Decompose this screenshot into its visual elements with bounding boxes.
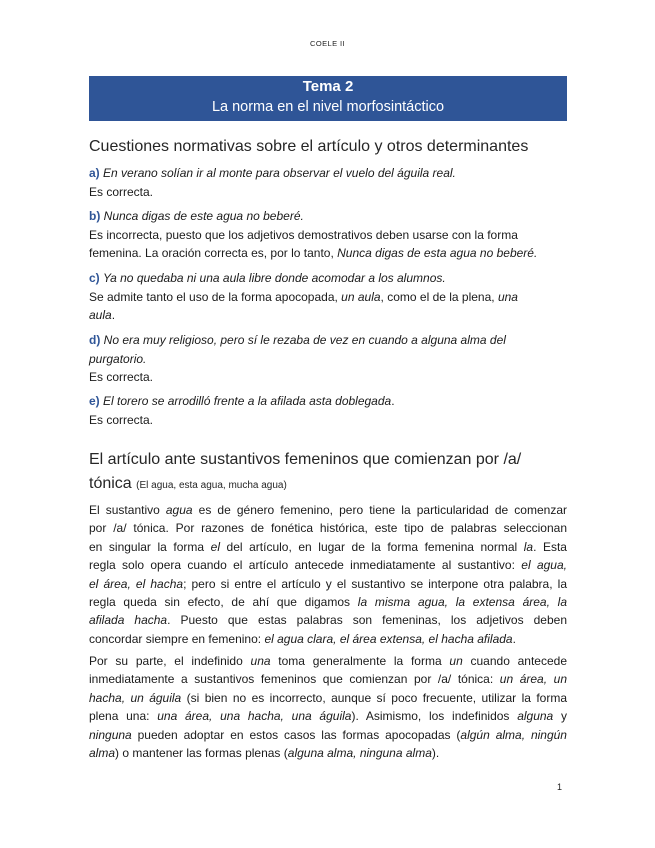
- item-sentence: [103, 166, 456, 180]
- text-run: femenina. La oración correcta es, por lo tanto,: [89, 246, 338, 261]
- emphasis-run: la misma agua, la extensa área, la: [357, 595, 568, 610]
- paragraph-line: [89, 501, 567, 519]
- text-run: en singular la forma: [89, 539, 211, 554]
- text-run: Es incorrecta, puesto que los adjetivos demostrativos deben usarse con la forma: [89, 227, 518, 242]
- item-label: d): [89, 333, 101, 347]
- body-paragraph: [89, 652, 567, 762]
- emphasis-run: alguna alma, ninguna alma: [287, 746, 432, 761]
- item-answer-line: [89, 183, 567, 202]
- section-heading-note: (El agua, esta agua, mucha agua): [136, 480, 287, 491]
- text-run: ). Asimismo, los indefinidos: [351, 709, 518, 724]
- text-run: inmediatamente a sustantivos femeninos que comienzan por /a/ tónica:: [89, 672, 500, 687]
- item-sentence: [104, 209, 304, 223]
- text-run: es de género femenino, pero tiene la particularidad de comenzar: [192, 503, 567, 517]
- paragraph-line: [89, 538, 567, 556]
- text-run: , como el de la plena,: [380, 289, 498, 304]
- item-sentence: [103, 271, 446, 285]
- emphasis-run: ninguna: [89, 727, 132, 742]
- emphasis-run: el agua,: [521, 558, 567, 573]
- emphasis-run: El torero se arrodilló frente a la afilada asta doblegada: [103, 394, 392, 408]
- section-heading-determinants: Cuestiones normativas sobre el artículo y otros determinantes: [89, 138, 529, 155]
- emphasis-run: Nunca digas de este agua no beberé.: [103, 209, 304, 223]
- item-sentence-line: [89, 350, 567, 369]
- emphasis-run: el agua clara, el área extensa, el hacha afilada: [264, 631, 513, 646]
- text-run: regla solo opera cuando el artículo antecede inmediatamente al sustantivo:: [89, 558, 522, 573]
- emphasis-run: un aula: [341, 289, 381, 304]
- paragraph-line: [89, 670, 567, 688]
- item-answer-line: [89, 244, 567, 263]
- section-heading-line: El artículo ante sustantivos femeninos que comienzan por /a/: [89, 451, 522, 468]
- section-heading-text: tónica: [89, 475, 132, 492]
- item-label: e): [89, 394, 100, 408]
- text-run: . Esta: [533, 539, 567, 554]
- text-run: ; pero si entre el artículo y el sustantivo se interpone otra palabra, la: [183, 576, 567, 591]
- exercise-item-c: [89, 269, 567, 325]
- topic-title: La norma en el nivel morfosintáctico: [211, 99, 445, 115]
- emphasis-run: una: [250, 654, 271, 668]
- text-run: plena una:: [89, 709, 158, 724]
- running-header: COELE II: [310, 39, 345, 48]
- emphasis-run: una: [497, 289, 518, 304]
- text-run: regla queda sin efecto, de ahí que digamos: [89, 595, 358, 610]
- item-sentence-line: [89, 331, 567, 350]
- emphasis-run: hacha, un águila: [89, 690, 182, 705]
- item-answer-line: [89, 411, 567, 430]
- text-run: del artículo, en lugar de la forma femenina normal: [219, 539, 524, 554]
- emphasis-run: el área, el hacha: [89, 576, 184, 591]
- text-run: El sustantivo: [89, 503, 166, 517]
- emphasis-run: agua: [165, 503, 193, 517]
- item-answer-line: [89, 368, 567, 387]
- item-sentence-line: [89, 269, 567, 288]
- paragraph-line: [89, 575, 567, 593]
- emphasis-run: alguna: [517, 709, 554, 724]
- item-answer-line: [89, 226, 567, 245]
- text-run: y: [553, 709, 567, 724]
- emphasis-run: Ya no quedaba ni una aula libre donde acomodar a los alumnos.: [103, 271, 446, 285]
- text-run: Es correcta.: [89, 412, 154, 427]
- text-run: .: [391, 394, 395, 408]
- emphasis-run: la: [523, 539, 534, 554]
- paragraph-line: [89, 611, 567, 629]
- emphasis-run: No era muy religioso, pero sí le rezaba de vez en cuando a alguna alma del: [103, 333, 506, 347]
- text-run: concordar siempre en femenino:: [89, 631, 265, 646]
- item-answer-line: [89, 288, 567, 307]
- exercise-item-d: [89, 331, 567, 387]
- body-paragraph: [89, 501, 567, 648]
- emphasis-run: purgatorio.: [89, 351, 147, 366]
- text-run: (si bien no es incorrecto, aunque sí poco frecuente, utilizar la forma: [181, 690, 568, 705]
- section-heading-line: [89, 472, 567, 498]
- text-run: . Puesto que estas palabras son femeninas, los adjetivos deben: [167, 613, 568, 628]
- paragraph-line: [89, 519, 567, 537]
- emphasis-run: En verano solían ir al monte para observar el vuelo del águila real.: [103, 166, 456, 180]
- emphasis-run: Nunca digas de esta agua no beberé.: [337, 246, 538, 261]
- exercise-item-a: [89, 164, 567, 201]
- paragraph-line: [89, 689, 567, 707]
- section-heading-feminine-nouns: [89, 448, 567, 498]
- text-run: Por su parte, el indefinido: [89, 654, 251, 668]
- emphasis-run: algún alma, ningún: [460, 727, 567, 742]
- item-sentence: [104, 333, 506, 347]
- exercise-item-b: [89, 207, 567, 263]
- item-sentence: [103, 394, 395, 408]
- item-label: b): [89, 209, 101, 223]
- paragraph-line: [89, 707, 567, 725]
- exercise-item-e: [89, 392, 567, 429]
- text-run: cuando antecede: [462, 654, 567, 668]
- paragraph-line: [89, 593, 567, 611]
- text-run: Se admite tanto el uso de la forma apocopada,: [89, 289, 342, 304]
- item-sentence-line: [89, 392, 567, 411]
- paragraph-line: [89, 556, 567, 574]
- topic-banner: [89, 76, 567, 121]
- emphasis-run: un: [449, 654, 463, 668]
- text-run: .: [512, 631, 516, 646]
- paragraph-line: [89, 652, 567, 670]
- item-sentence-line: [89, 207, 567, 226]
- text-run: ) o mantener las formas plenas (: [115, 746, 288, 761]
- paragraph-line: [89, 630, 567, 648]
- item-label: a): [89, 166, 100, 180]
- text-run: ).: [431, 746, 440, 761]
- emphasis-run: alma: [89, 746, 116, 761]
- text-run: .: [111, 308, 116, 323]
- item-label: c): [89, 271, 100, 285]
- emphasis-run: un área, un: [499, 672, 567, 687]
- emphasis-run: afilada hacha: [89, 613, 168, 628]
- paragraph-line: [89, 744, 567, 762]
- emphasis-run: el: [210, 539, 220, 554]
- emphasis-run: una área, una hacha, una águila: [157, 709, 352, 724]
- text-run: Es correcta.: [89, 370, 154, 385]
- page-number: 1: [557, 782, 563, 792]
- topic-number: Tema 2: [302, 78, 354, 95]
- paragraph-line: [89, 726, 567, 744]
- text-run: toma generalmente la forma: [270, 654, 450, 668]
- emphasis-run: aula: [89, 308, 112, 323]
- item-answer-line: [89, 306, 567, 325]
- text-run: Es correcta.: [89, 184, 154, 199]
- text-run: por /a/ tónica. Por razones de fonética histórica, este tipo de palabras seleccionan: [89, 521, 567, 536]
- item-sentence-line: [89, 164, 567, 183]
- text-run: pueden adoptar en estos casos las formas apocopadas (: [131, 727, 461, 742]
